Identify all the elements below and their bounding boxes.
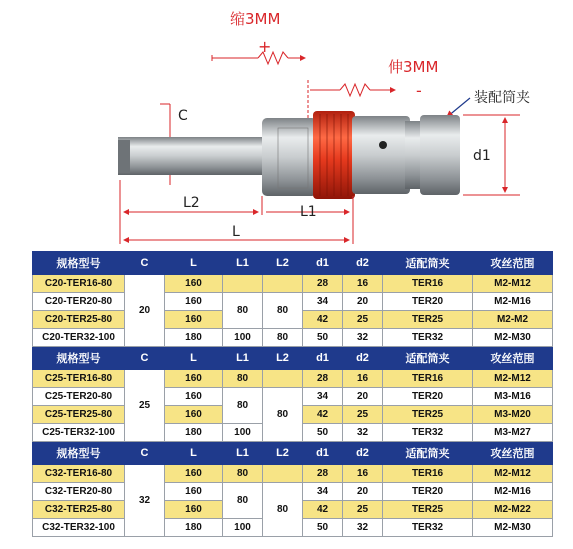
tool-holder-diagram xyxy=(0,0,573,250)
model-cell: C32-TER20-80 xyxy=(33,483,125,501)
column-header: 适配筒夹 xyxy=(383,442,473,465)
d2-cell: 25 xyxy=(343,406,383,424)
l2-cell: 80 xyxy=(263,293,303,329)
extension-spring-symbol xyxy=(310,84,395,96)
collet-cell: TER20 xyxy=(383,293,473,311)
c-cell: 20 xyxy=(125,275,165,347)
column-header: L1 xyxy=(223,442,263,465)
collet-cell: TER25 xyxy=(383,501,473,519)
l1-cell: 80 xyxy=(223,293,263,329)
l2-cell: 80 xyxy=(263,329,303,347)
d2-cell: 25 xyxy=(343,311,383,329)
d1-cell: 34 xyxy=(303,483,343,501)
tap-range-cell: M2-M12 xyxy=(473,275,553,293)
c-cell: 25 xyxy=(125,370,165,442)
l-cell: 160 xyxy=(165,370,223,388)
l1-cell: 100 xyxy=(223,329,263,347)
column-header: 攻丝范围 xyxy=(473,347,553,370)
tap-range-cell: M2-M16 xyxy=(473,293,553,311)
d2-cell: 32 xyxy=(343,329,383,347)
tap-range-cell: M3-M16 xyxy=(473,388,553,406)
l2-cell: 80 xyxy=(263,388,303,442)
l1-cell: 100 xyxy=(223,424,263,442)
plus-sign: + xyxy=(258,37,272,56)
set-screw-hole xyxy=(379,141,387,149)
column-header: C xyxy=(125,442,165,465)
d1-cell: 34 xyxy=(303,388,343,406)
l1-cell: 80 xyxy=(223,370,263,388)
l2-cell xyxy=(263,370,303,388)
model-cell: C32-TER25-80 xyxy=(33,501,125,519)
d1-cell: 34 xyxy=(303,293,343,311)
l-cell: 160 xyxy=(165,406,223,424)
tap-range-cell: M3-M20 xyxy=(473,406,553,424)
column-header: 攻丝范围 xyxy=(473,442,553,465)
column-header: d1 xyxy=(303,442,343,465)
d1-cell: 42 xyxy=(303,406,343,424)
l2-cell xyxy=(263,275,303,293)
collet-cell: TER16 xyxy=(383,465,473,483)
tap-range-cell: M2-M16 xyxy=(473,483,553,501)
column-header: L1 xyxy=(223,347,263,370)
d1-cell: 28 xyxy=(303,370,343,388)
dim-l1-label: L1 xyxy=(300,204,317,220)
model-cell: C20-TER20-80 xyxy=(33,293,125,311)
spec-table-body xyxy=(33,252,553,537)
d1-cell: 50 xyxy=(303,424,343,442)
collet-cell: TER16 xyxy=(383,275,473,293)
minus-sign: - xyxy=(416,81,422,100)
column-header: d2 xyxy=(343,442,383,465)
column-header: 适配筒夹 xyxy=(383,347,473,370)
column-header: d2 xyxy=(343,347,383,370)
column-header: d1 xyxy=(303,252,343,275)
column-header: L2 xyxy=(263,442,303,465)
column-header: 规格型号 xyxy=(33,252,125,275)
table-row xyxy=(33,483,553,501)
tap-range-cell: M2-M30 xyxy=(473,519,553,537)
collet-cell: TER25 xyxy=(383,406,473,424)
column-header: L xyxy=(165,252,223,275)
model-cell: C25-TER25-80 xyxy=(33,406,125,424)
column-header: L1 xyxy=(223,252,263,275)
l-cell: 160 xyxy=(165,501,223,519)
d2-cell: 25 xyxy=(343,501,383,519)
column-header: L2 xyxy=(263,252,303,275)
tap-range-cell: M2-M2 xyxy=(473,311,553,329)
l1-cell: 100 xyxy=(223,519,263,537)
d1-cell: 28 xyxy=(303,465,343,483)
l1-cell: 80 xyxy=(223,483,263,519)
collet-nut xyxy=(420,115,460,195)
table-row xyxy=(33,465,553,483)
dimension-l2 xyxy=(120,180,262,244)
model-cell: C25-TER32-100 xyxy=(33,424,125,442)
l-cell: 160 xyxy=(165,275,223,293)
table-header-row xyxy=(33,347,553,370)
tap-range-cell: M2-M12 xyxy=(473,465,553,483)
column-header: L xyxy=(165,347,223,370)
l-cell: 160 xyxy=(165,483,223,501)
l-cell: 160 xyxy=(165,465,223,483)
l-cell: 160 xyxy=(165,293,223,311)
collet-label: 装配筒夹 xyxy=(474,90,530,106)
tap-range-cell: M2-M30 xyxy=(473,329,553,347)
l2-cell xyxy=(263,465,303,483)
model-cell: C25-TER20-80 xyxy=(33,388,125,406)
column-header: 规格型号 xyxy=(33,347,125,370)
l1-cell: 80 xyxy=(223,388,263,424)
column-header: 规格型号 xyxy=(33,442,125,465)
collet-cell: TER16 xyxy=(383,370,473,388)
dim-d1-label: d1 xyxy=(473,148,491,164)
tap-range-cell: M3-M27 xyxy=(473,424,553,442)
dim-l-label: L xyxy=(232,224,240,240)
shrink-label: 缩3MM xyxy=(230,10,281,28)
l-cell: 160 xyxy=(165,311,223,329)
model-cell: C20-TER25-80 xyxy=(33,311,125,329)
table-row xyxy=(33,293,553,311)
l-cell: 180 xyxy=(165,424,223,442)
collet-cell: TER20 xyxy=(383,483,473,501)
model-cell: C32-TER16-80 xyxy=(33,465,125,483)
collet-cell: TER32 xyxy=(383,424,473,442)
l-cell: 180 xyxy=(165,519,223,537)
collet-cell: TER32 xyxy=(383,519,473,537)
d2-cell: 20 xyxy=(343,388,383,406)
column-header: 适配筒夹 xyxy=(383,252,473,275)
dimension-d1 xyxy=(463,115,520,195)
table-row xyxy=(33,370,553,388)
table-row xyxy=(33,388,553,406)
d2-cell: 20 xyxy=(343,483,383,501)
d1-cell: 50 xyxy=(303,519,343,537)
table-header-row xyxy=(33,442,553,465)
d1-cell: 28 xyxy=(303,275,343,293)
column-header: C xyxy=(125,252,165,275)
d2-cell: 32 xyxy=(343,519,383,537)
l-cell: 180 xyxy=(165,329,223,347)
table-row xyxy=(33,329,553,347)
dim-l2-label: L2 xyxy=(183,195,200,211)
tap-range-cell: M2-M22 xyxy=(473,501,553,519)
d2-cell: 16 xyxy=(343,370,383,388)
d2-cell: 20 xyxy=(343,293,383,311)
d2-cell: 16 xyxy=(343,465,383,483)
column-header: d1 xyxy=(303,347,343,370)
column-header: d2 xyxy=(343,252,383,275)
dim-c-label: C xyxy=(178,108,188,124)
table-header-row xyxy=(33,252,553,275)
c-cell: 32 xyxy=(125,465,165,537)
l1-cell xyxy=(223,275,263,293)
d2-cell: 32 xyxy=(343,424,383,442)
collet-cell: TER20 xyxy=(383,388,473,406)
l1-cell: 80 xyxy=(223,465,263,483)
column-header: L xyxy=(165,442,223,465)
collet-cell: TER25 xyxy=(383,311,473,329)
d2-cell: 16 xyxy=(343,275,383,293)
d1-cell: 42 xyxy=(303,501,343,519)
collet-pointer xyxy=(447,98,470,117)
l-cell: 160 xyxy=(165,388,223,406)
tap-range-cell: M2-M12 xyxy=(473,370,553,388)
column-header: C xyxy=(125,347,165,370)
d1-cell: 50 xyxy=(303,329,343,347)
model-cell: C32-TER32-100 xyxy=(33,519,125,537)
table-row xyxy=(33,275,553,293)
column-header: L2 xyxy=(263,347,303,370)
tool-holder-body xyxy=(118,111,460,199)
l2-cell: 80 xyxy=(263,483,303,537)
model-cell: C20-TER32-100 xyxy=(33,329,125,347)
model-cell: C20-TER16-80 xyxy=(33,275,125,293)
d1-cell: 42 xyxy=(303,311,343,329)
collet-cell: TER32 xyxy=(383,329,473,347)
spec-table xyxy=(32,251,553,537)
model-cell: C25-TER16-80 xyxy=(33,370,125,388)
extend-label: 伸3MM xyxy=(388,58,439,76)
column-header: 攻丝范围 xyxy=(473,252,553,275)
